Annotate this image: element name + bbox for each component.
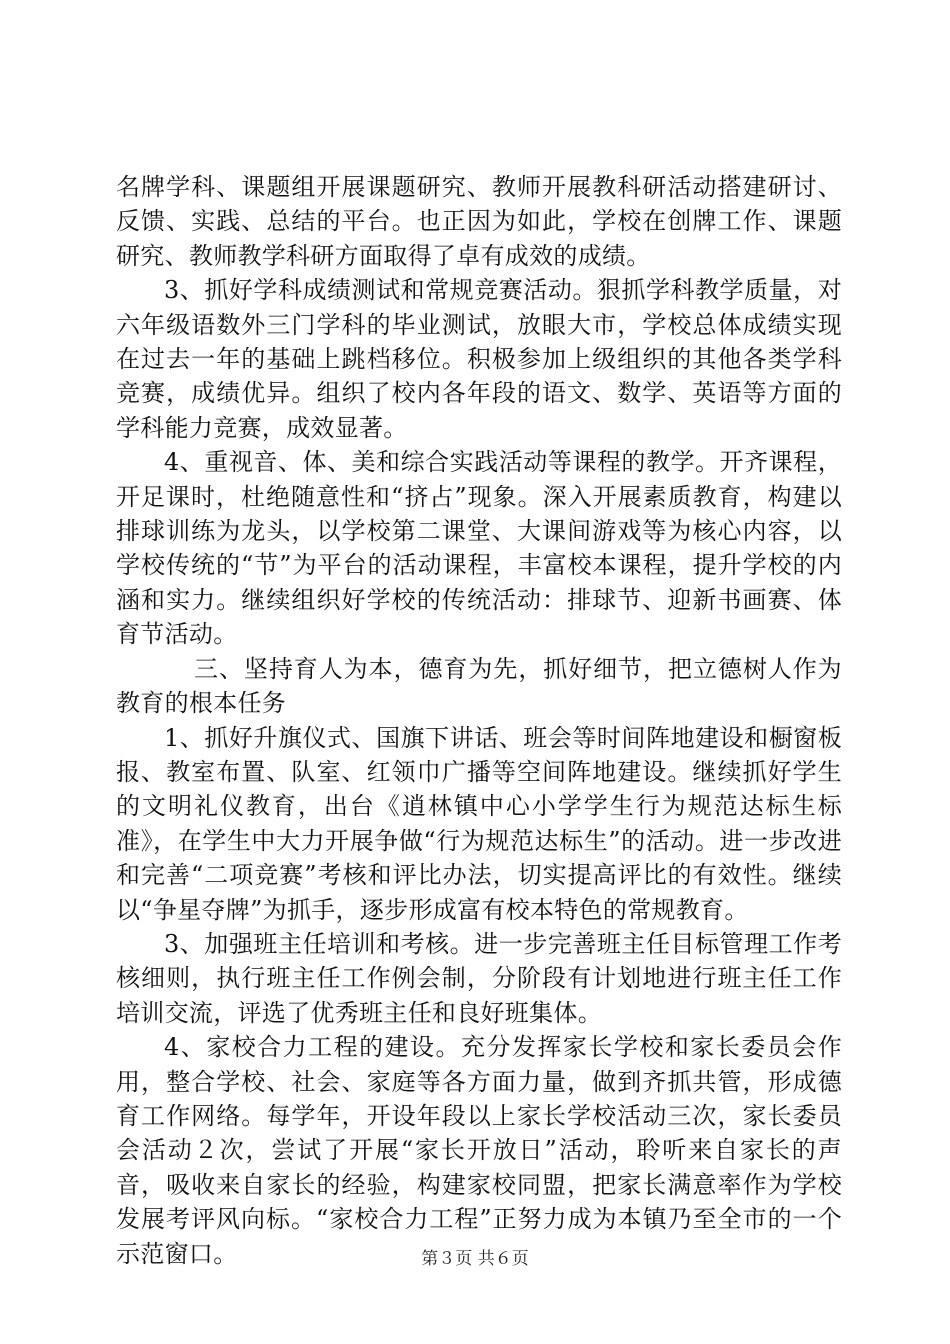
paragraph-item-1-flag: 1、抓好升旗仪式、国旗下讲话、班会等时间阵地建设和橱窗板报、教室布置、队室、红领巾广播等空间阵地建设。继续抓好学生的文明礼仪教育，出台《逍林镇中心小学学生行为规范达标生标准》，在学生中大力开展争做“行为规范达标生”的活动。进一步改进和完善“二项竞赛”考核和评比办法，切实提高评比的有效性。继续以“争星夺牌”为抓手，逐步形成富有校本特色的常规教育。 xyxy=(116,723,842,924)
paragraph-item-3-teachers: 3、加强班主任培训和考核。进一步完善班主任目标管理工作考核细则，执行班主任工作例会制，分阶段有计划地进行班主任工作培训交流，评选了优秀班主任和良好班集体。 xyxy=(116,929,842,1027)
page-number-footer: 第３页 共６页 xyxy=(421,1249,529,1269)
section-heading-three: 三、坚持育人为本，德育为先，抓好细节，把立德树人作为教育的根本任务 xyxy=(116,654,842,718)
document-body xyxy=(116,170,842,1271)
paragraph-item-4-parents: 4、家校合力工程的建设。充分发挥家长学校和家长委员会作用，整合学校、社会、家庭等各方面力量，做到齐抓共管，形成德育工作网络。每学年，开设年段以上家长学校活动三次，家长委员会活动２次，尝试了开展“家长开放日”活动，聆听来自家长的声音，吸收来自家长的经验，构建家校同盟，把家长满意率作为学校发展考评风向标。“家校合力工程”正努力成为本镇乃至全市的一个示范窗口。 xyxy=(116,1033,842,1268)
paragraph-continuation: 名牌学科、课题组开展课题研究、教师开展教科研活动搭建研讨、反馈、实践、总结的平台。也正因为如此，学校在创牌工作、课题研究、教师教学科研方面取得了卓有成效的成绩。 xyxy=(116,173,842,270)
paragraph-item-3-tests: 3、抓好学科成绩测试和常规竞赛活动。狠抓学科教学质量，对六年级语数外三门学科的毕业测试，放眼大市，学校总体成绩实现在过去一年的基础上跳档移位。积极参加上级组织的其他各类学科竞赛，成绩优异。组织了校内各年段的语文、数学、英语等方面的学科能力竞赛，成效显著。 xyxy=(116,276,842,442)
paragraph-item-4-courses: 4、重视音、体、美和综合实践活动等课程的教学。开齐课程，开足课时，杜绝随意性和“挤占”现象。深入开展素质教育，构建以排球训练为龙头，以学校第二课堂、大课间游戏等为核心内容，以学校传统的“节”为平台的活动课程，丰富校本课程，提升学校的内涵和实力。继续组织好学校的传统活动：排球节、迎新书画赛、体育节活动。 xyxy=(116,448,842,649)
